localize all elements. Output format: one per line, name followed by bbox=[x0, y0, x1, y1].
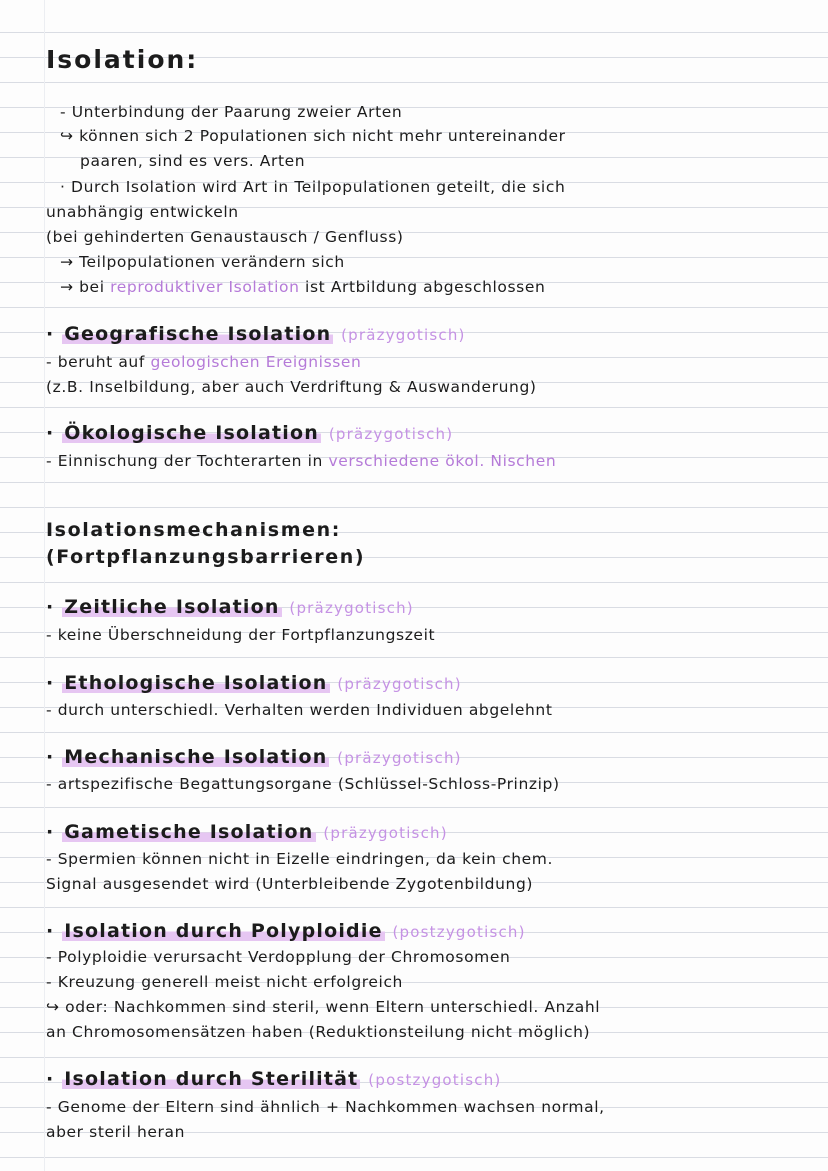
page-title: Isolation: bbox=[46, 45, 199, 74]
etho-bullet: · bbox=[46, 672, 55, 694]
zeit-heading: Zeitliche Isolation bbox=[64, 596, 280, 618]
zeit-line-1: - keine Überschneidung der Fortpflanzungszeit bbox=[46, 626, 436, 644]
poly-bullet: · bbox=[46, 920, 55, 942]
geo-tag: (präzygotisch) bbox=[341, 326, 466, 344]
intro-line-5: unabhängig entwickeln bbox=[46, 203, 239, 221]
steril-bullet: · bbox=[46, 1068, 55, 1090]
geo-line-1-prefix: - beruht auf bbox=[46, 353, 151, 371]
intro-line-2: ↪ können sich 2 Populationen sich nicht mehr untereinander bbox=[60, 127, 566, 145]
margin-line bbox=[44, 0, 45, 1171]
oeko-bullet: · bbox=[46, 422, 55, 444]
geo-heading: Geografische Isolation bbox=[64, 323, 332, 345]
geo-bullet: · bbox=[46, 323, 55, 345]
intro-line-3: paaren, sind es vers. Arten bbox=[80, 152, 306, 170]
steril-tag: (postzygotisch) bbox=[368, 1071, 502, 1089]
poly-tag: (postzygotisch) bbox=[392, 923, 526, 941]
oeko-line-1-prefix: - Einnischung der Tochterarten in bbox=[46, 452, 329, 470]
game-line-1: - Spermien können nicht in Eizelle eindringen, da kein chem. bbox=[46, 850, 554, 868]
intro-line-1: - Unterbindung der Paarung zweier Arten bbox=[60, 103, 403, 121]
intro-line-6: (bei gehinderten Genaustausch / Genfluss) bbox=[46, 228, 404, 246]
reproductive-isolation-highlight: reproduktiver Isolation bbox=[110, 278, 300, 296]
oeko-heading-row bbox=[46, 421, 453, 446]
game-bullet: · bbox=[46, 821, 55, 843]
intro-line-8 bbox=[60, 277, 545, 297]
poly-heading-row bbox=[46, 919, 526, 944]
steril-line-1: - Genome der Eltern sind ähnlich + Nachkommen wachsen normal, bbox=[46, 1098, 605, 1116]
mechanisms-title: Isolationsmechanismen: bbox=[46, 519, 341, 541]
zeit-heading-row bbox=[46, 595, 414, 620]
poly-line-1: - Polyploidie verursacht Verdopplung der Chromosomen bbox=[46, 948, 511, 966]
oeko-tag: (präzygotisch) bbox=[328, 425, 454, 443]
mechanisms-subtitle: (Fortpflanzungsbarrieren) bbox=[46, 546, 366, 568]
game-line-2: Signal ausgesendet wird (Unterbleibende Zygotenbildung) bbox=[46, 875, 534, 893]
steril-heading: Isolation durch Sterilität bbox=[64, 1068, 359, 1090]
oeko-heading: Ökologische Isolation bbox=[64, 422, 319, 444]
mecha-heading: Mechanische Isolation bbox=[64, 746, 328, 768]
intro-line-8-suffix: ist Artbildung abgeschlossen bbox=[299, 278, 546, 296]
game-tag: (präzygotisch) bbox=[323, 824, 448, 842]
mecha-tag: (präzygotisch) bbox=[337, 749, 462, 767]
poly-line-2: - Kreuzung generell meist nicht erfolgreich bbox=[46, 973, 403, 991]
poly-heading: Isolation durch Polyploidie bbox=[64, 920, 383, 942]
intro-line-8-prefix: → bei bbox=[60, 278, 111, 296]
mecha-bullet: · bbox=[46, 746, 55, 768]
geo-heading-row bbox=[46, 322, 466, 347]
etho-tag: (präzygotisch) bbox=[337, 675, 462, 693]
etho-heading: Ethologische Isolation bbox=[64, 672, 328, 694]
poly-line-3: ↪ oder: Nachkommen sind steril, wenn Eltern unterschiedl. Anzahl bbox=[46, 998, 601, 1016]
oeko-line-1 bbox=[46, 451, 556, 471]
zeit-bullet: · bbox=[46, 596, 55, 618]
mecha-line-1: - artspezifische Begattungsorgane (Schlüssel-Schloss-Prinzip) bbox=[46, 775, 560, 793]
geo-line-1-highlight: geologischen Ereignissen bbox=[150, 353, 362, 371]
geo-line-1 bbox=[46, 352, 362, 372]
poly-line-4: an Chromosomensätzen haben (Reduktionsteilung nicht möglich) bbox=[46, 1023, 591, 1041]
etho-line-1: - durch unterschiedl. Verhalten werden Individuen abgelehnt bbox=[46, 701, 553, 719]
intro-line-4: · Durch Isolation wird Art in Teilpopulationen geteilt, die sich bbox=[60, 178, 566, 196]
mecha-heading-row bbox=[46, 745, 462, 770]
game-heading-row bbox=[46, 820, 448, 845]
game-heading: Gametische Isolation bbox=[64, 821, 314, 843]
oeko-line-1-highlight: verschiedene ökol. Nischen bbox=[328, 452, 557, 470]
steril-line-2: aber steril heran bbox=[46, 1123, 186, 1141]
zeit-tag: (präzygotisch) bbox=[289, 599, 414, 617]
steril-heading-row bbox=[46, 1067, 501, 1092]
etho-heading-row bbox=[46, 671, 462, 696]
intro-line-7: → Teilpopulationen verändern sich bbox=[60, 253, 345, 271]
geo-line-2: (z.B. Inselbildung, aber auch Verdriftung & Auswanderung) bbox=[46, 378, 537, 396]
